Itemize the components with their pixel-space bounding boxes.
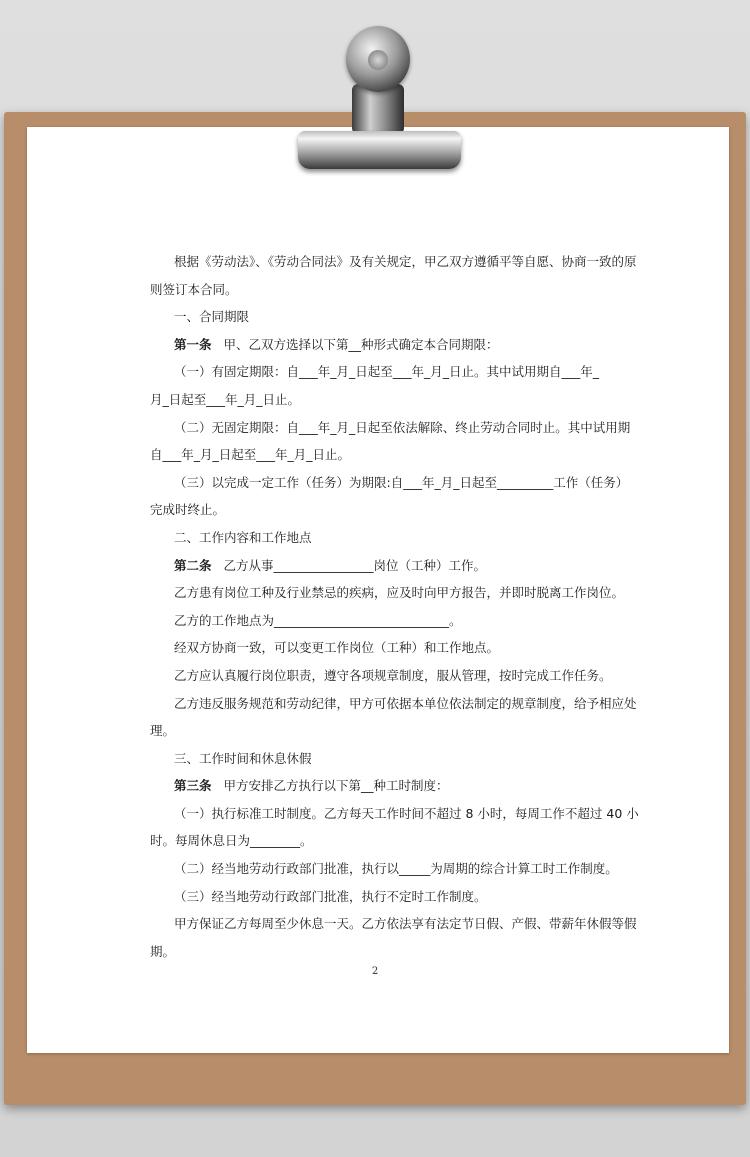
hours-option-1-line-2: 时。每周休息日为________。 bbox=[150, 833, 313, 849]
article-2-label: 第二条 bbox=[174, 557, 212, 573]
hours-option-1-line-1: （一）执行标准工时制度。乙方每天工作时间不超过 8 小时，每周工作不超过 40 小 bbox=[174, 805, 639, 821]
clip-plate bbox=[298, 131, 461, 169]
hours-option-2: （二）经当地劳动行政部门批准，执行以_____为周期的综合计算工时工作制度。 bbox=[174, 861, 618, 877]
work-clause-4: 乙方应认真履行岗位职责，遵守各项规章制度，服从管理，按时完成工作任务。 bbox=[174, 667, 612, 683]
article-2-text: 乙方从事________________岗位（工种）工作。 bbox=[223, 557, 486, 573]
term-option-2-line-2: 自___年_月_日起至___年_月_日止。 bbox=[150, 447, 351, 463]
rest-clause-line-1: 甲方保证乙方每周至少休息一天。乙方依法享有法定节日假、产假、带薪年休假等假 bbox=[174, 916, 637, 932]
article-1-text: 甲、乙双方选择以下第__种形式确定本合同期限： bbox=[223, 336, 499, 352]
article-3-text: 甲方安排乙方执行以下第__种工时制度： bbox=[223, 778, 449, 794]
section-heading-hours: 三、工作时间和休息休假 bbox=[174, 750, 312, 766]
section-heading-work: 二、工作内容和工作地点 bbox=[174, 529, 312, 545]
work-clause-3: 经双方协商一致，可以变更工作岗位（工种）和工作地点。 bbox=[174, 640, 500, 656]
term-option-3-line-2: 完成时终止。 bbox=[150, 502, 226, 518]
article-1-label: 第一条 bbox=[174, 336, 212, 352]
term-option-1-line-1: （一）有固定期限：自___年_月_日起至___年_月_日止。其中试用期自___年_ bbox=[174, 364, 600, 380]
term-option-1-line-2: 月_日起至___年_月_日止。 bbox=[150, 391, 301, 407]
intro-line-1: 根据《劳动法》、《劳动合同法》及有关规定，甲乙双方遵循平等自愿、协商一致的原 bbox=[174, 254, 637, 269]
intro-line-2: 则签订本合同。 bbox=[150, 281, 238, 297]
article-2 bbox=[150, 552, 596, 580]
article-1 bbox=[150, 331, 596, 359]
contract-body bbox=[150, 248, 639, 965]
term-option-3-line-1: （三）以完成一定工作（任务）为期限:自___年_月_日起至_________工作（任务） bbox=[174, 474, 629, 490]
term-option-2-line-1: （二）无固定期限：自___年_月_日起至依法解除、终止劳动合同时止。其中试用期 bbox=[174, 419, 631, 435]
section-heading-term: 一、合同期限 bbox=[174, 309, 250, 325]
clip-hole bbox=[368, 50, 388, 70]
rest-clause-line-2: 期。 bbox=[150, 943, 176, 959]
work-clause-2: 乙方的工作地点为____________________________。 bbox=[174, 612, 462, 628]
hours-option-3: （三）经当地劳动行政部门批准，执行不定时工作制度。 bbox=[174, 888, 487, 904]
article-3 bbox=[150, 772, 596, 800]
article-3-label: 第三条 bbox=[174, 778, 212, 794]
work-clause-1: 乙方患有岗位工种及行业禁忌的疾病，应及时向甲方报告，并即时脱离工作岗位。 bbox=[174, 585, 625, 601]
work-clause-5-line-2: 理。 bbox=[150, 723, 176, 739]
page-number: 2 bbox=[371, 966, 379, 977]
work-clause-5-line-1: 乙方违反服务规范和劳动纪律，甲方可依据本单位依法制定的规章制度，给予相应处 bbox=[174, 695, 637, 711]
